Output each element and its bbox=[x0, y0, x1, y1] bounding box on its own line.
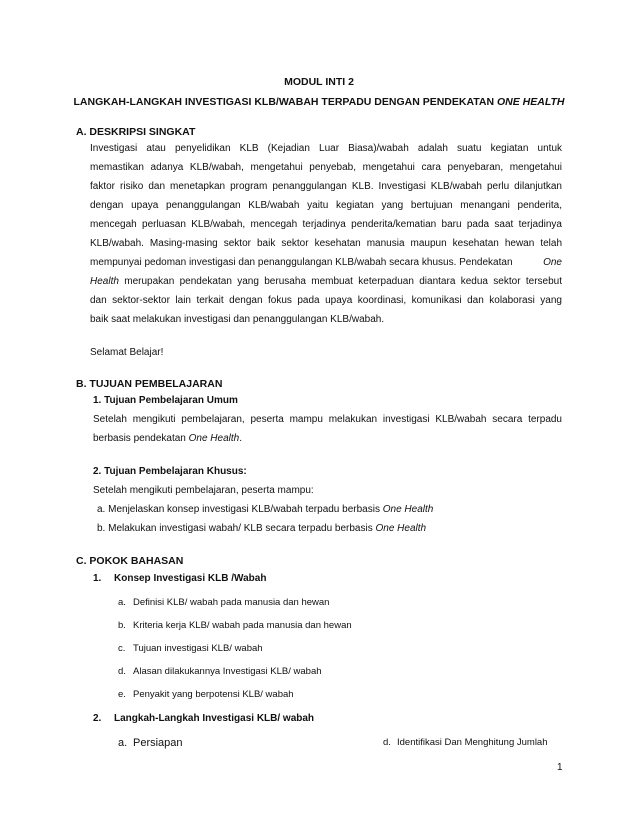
desc-line-8 bbox=[90, 276, 562, 287]
topic-1-item-a-letter: a. bbox=[118, 597, 126, 608]
topic-1-item-a: Definisi KLB/ wabah pada manusia dan hewan bbox=[133, 597, 330, 608]
module-subtitle bbox=[0, 96, 638, 108]
tujuan-umum-line-2-text: berbasis pendekatan bbox=[93, 433, 189, 444]
topic-1-title: Konsep Investigasi KLB /Wabah bbox=[114, 573, 267, 584]
topic-1-item-c: Tujuan investigasi KLB/ wabah bbox=[133, 643, 263, 654]
module-title: MODUL INTI 2 bbox=[284, 76, 354, 88]
tujuan-umum-title: 1. Tujuan Pembelajaran Umum bbox=[93, 395, 238, 406]
topic-1-item-e: Penyakit yang berpotensi KLB/ wabah bbox=[133, 689, 294, 700]
topic-2-item-a-letter: a. bbox=[118, 737, 128, 749]
topic-1-item-e-letter: e. bbox=[118, 689, 126, 700]
tujuan-umum-line-2-italic: One Health bbox=[188, 433, 240, 444]
section-b-heading: B. TUJUAN PEMBELAJARAN bbox=[76, 378, 223, 390]
topic-1-item-c-letter: c. bbox=[118, 643, 126, 654]
desc-line-5: mencegah perluasan KLB/wabah, mencegah terjadinya penderita/kematian baru pada saat terjadinya bbox=[90, 219, 562, 230]
topic-1-item-b-letter: b. bbox=[118, 620, 126, 631]
tujuan-umum-line-1: Setelah mengikuti pembelajaran, peserta mampu melakukan investigasi KLB/wabah secara terpadu bbox=[93, 414, 562, 425]
topic-2-item-a: Persiapan bbox=[133, 737, 183, 749]
tujuan-khusus-a-text: a. Menjelaskan konsep investigasi KLB/wabah terpadu berbasis bbox=[97, 504, 383, 515]
subtitle-italic: ONE HEALTH bbox=[497, 96, 565, 108]
desc-line-2: memastikan adanya KLB/wabah, mengetahui penyebab, mengetahui cara penyebaran, mengetahui bbox=[90, 162, 562, 173]
topic-1-item-d-letter: d. bbox=[118, 666, 126, 677]
page-number: 1 bbox=[557, 762, 563, 773]
tujuan-khusus-b bbox=[97, 523, 426, 534]
topic-1-number: 1. bbox=[93, 573, 102, 584]
topic-2-item-d-letter: d. bbox=[383, 737, 391, 748]
tujuan-khusus-a-italic: One Health bbox=[382, 504, 434, 515]
desc-line-8-italic: Health bbox=[90, 276, 119, 287]
desc-line-7-italic: One bbox=[543, 257, 562, 268]
desc-line-6: KLB/wabah. Masing-masing sektor baik sektor kesehatan manusia maupun kesehatan hewan telah bbox=[90, 238, 562, 249]
desc-line-7-text: mempunyai pedoman investigasi dan penanggulangan KLB/wabah secara khusus. Pendekatan bbox=[90, 257, 513, 268]
tujuan-khusus-title: 2. Tujuan Pembelajaran Khusus: bbox=[93, 466, 247, 477]
tujuan-khusus-a bbox=[97, 504, 433, 515]
section-a-heading: A. DESKRIPSI SINGKAT bbox=[76, 126, 196, 138]
desc-line-10: baik saat melakukan investigasi dan penanggulangan KLB/wabah. bbox=[90, 314, 385, 325]
topic-1-item-d: Alasan dilakukannya Investigasi KLB/ wabah bbox=[133, 666, 322, 677]
topic-1-item-b: Kriteria kerja KLB/ wabah pada manusia dan hewan bbox=[133, 620, 352, 631]
tujuan-umum-line-2-end: . bbox=[239, 433, 242, 444]
topic-2-item-d: Identifikasi Dan Menghitung Jumlah bbox=[397, 737, 548, 748]
desc-line-3: faktor risiko dan menetapkan program penanggulangan KLB. Investigasi KLB/wabah perlu dilanjutkan bbox=[90, 181, 562, 192]
topic-2-title: Langkah-Langkah Investigasi KLB/ wabah bbox=[114, 713, 315, 724]
tujuan-khusus-b-text: b. Melakukan investigasi wabah/ KLB secara terpadu berbasis bbox=[97, 523, 376, 534]
section-c-heading: C. POKOK BAHASAN bbox=[76, 555, 184, 567]
topic-2-number: 2. bbox=[93, 713, 102, 724]
tujuan-khusus-b-italic: One Health bbox=[375, 523, 427, 534]
greeting: Selamat Belajar! bbox=[90, 347, 164, 358]
desc-line-9: dan sektor-sektor lain terkait dengan fokus pada upaya koordinasi, komunikasi dan kolaborasi yang bbox=[90, 295, 562, 306]
desc-line-8-text: merupakan pendekatan yang berusaha membuat keterpaduan diantara kedua sektor tersebut bbox=[118, 276, 562, 287]
tujuan-khusus-intro: Setelah mengikuti pembelajaran, peserta mampu: bbox=[93, 485, 314, 496]
desc-line-4: dengan upaya penanggulangan KLB/wabah yaitu kegiatan yang bertujuan menangani penderita, bbox=[90, 200, 562, 211]
subtitle-main: LANGKAH-LANGKAH INVESTIGASI KLB/WABAH TERPADU DENGAN PENDEKATAN bbox=[73, 96, 497, 108]
desc-line-7 bbox=[90, 257, 562, 268]
tujuan-umum-line-2 bbox=[93, 433, 242, 444]
desc-line-1: Investigasi atau penyelidikan KLB (Kejadian Luar Biasa)/wabah adalah suatu kegiatan untuk bbox=[90, 143, 562, 154]
